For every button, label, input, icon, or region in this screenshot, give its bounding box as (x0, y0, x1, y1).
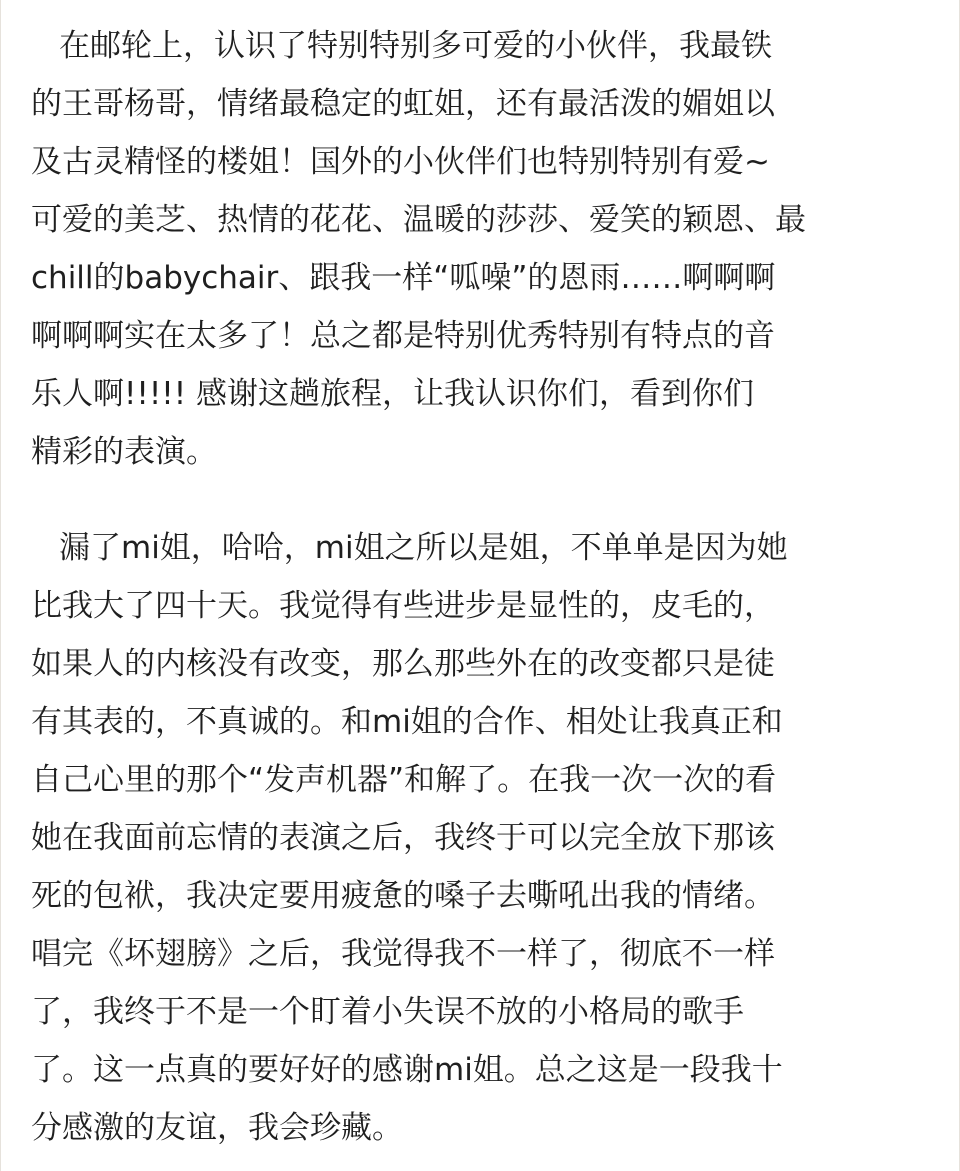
text-line: 的王哥杨哥，情绪最稳定的虹姐，还有最活泼的媚姐以 (31, 86, 775, 122)
text-line: 精彩的表演。 (31, 434, 217, 470)
text-line: 漏了mi姐，哈哈，mi姐之所以是姐，不单单是因为她 (59, 530, 788, 566)
text-line: 分感激的友谊，我会珍藏。 (31, 1110, 403, 1146)
paragraph-mi-sister (31, 519, 935, 1157)
text-line: 及古灵精怪的楼姐！国外的小伙伴们也特别特别有爱~ (31, 144, 770, 180)
text-line: 了，我终于不是一个盯着小失误不放的小格局的歌手 (31, 994, 744, 1030)
text-line: 了。这一点真的要好好的感谢mi姐。总之这是一段我十 (31, 1052, 783, 1088)
text-line: 可爱的美芝、热情的花花、温暖的莎莎、爱笑的颖恩、最 (31, 202, 806, 238)
text-line: 有其表的，不真诚的。和mi姐的合作、相处让我真正和 (31, 704, 783, 740)
text-line: 唱完《坏翅膀》之后，我觉得我不一样了，彻底不一样 (31, 936, 775, 972)
text-line: 比我大了四十天。我觉得有些进步是显性的，皮毛的， (31, 588, 775, 624)
text-line: chill的babychair、跟我一样“呱噪”的恩雨……啊啊啊 (31, 260, 776, 296)
text-line: 乐人啊!!!!! 感谢这趟旅程，让我认识你们，看到你们 (31, 376, 754, 412)
paragraph-cruise-friends (31, 17, 935, 481)
text-line: 自己心里的那个“发声机器”和解了。在我一次一次的看 (31, 762, 777, 798)
text-line: 如果人的内核没有改变，那么那些外在的改变都只是徒 (31, 646, 775, 682)
text-line: 她在我面前忘情的表演之后，我终于可以完全放下那该 (31, 820, 775, 856)
text-line: 死的包袱，我决定要用疲惫的嗓子去嘶吼出我的情绪。 (31, 878, 775, 914)
text-line: 在邮轮上，认识了特别特别多可爱的小伙伴，我最铁 (59, 28, 772, 64)
text-line: 啊啊啊实在太多了！总之都是特别优秀特别有特点的音 (31, 318, 775, 354)
